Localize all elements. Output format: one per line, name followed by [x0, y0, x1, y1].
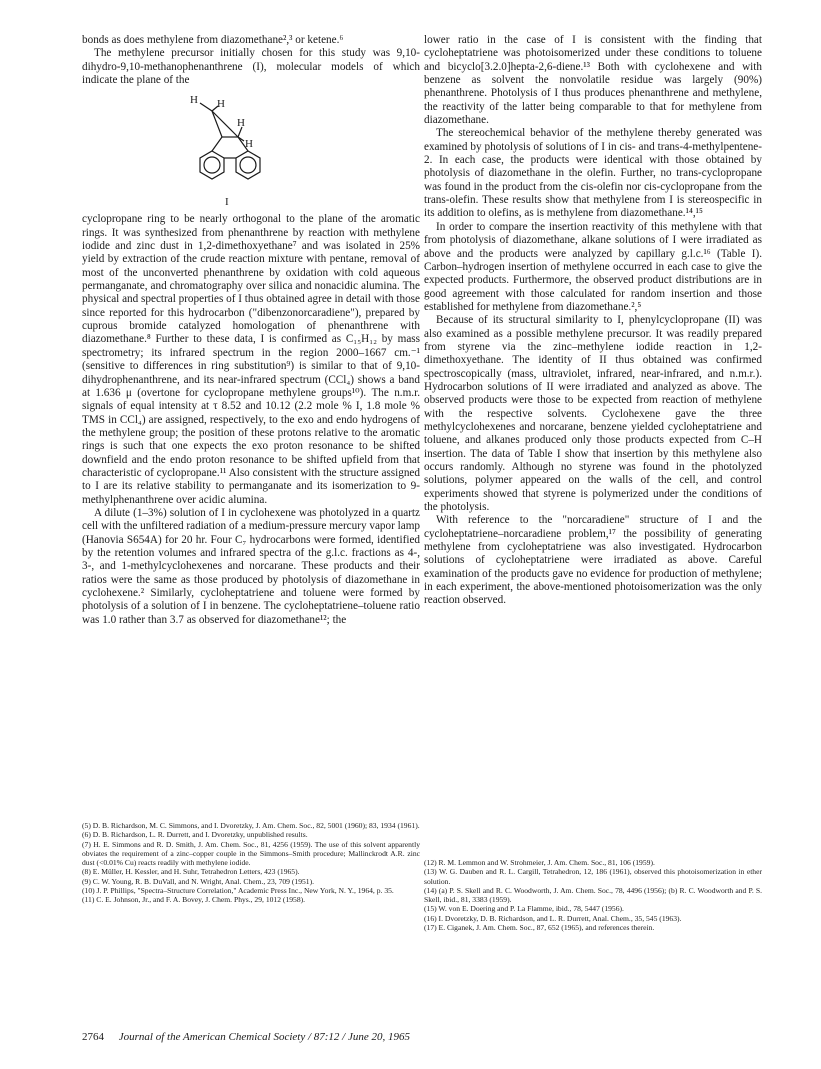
methanophenanthrene-structure: [182, 89, 322, 211]
reference-item: (13) W. G. Dauben and R. L. Cargill, Tetrahedron, 12, 186 (1961), observed this photoisomerization in ether solution.: [424, 867, 762, 886]
reference-item: (11) C. E. Johnson, Jr., and F. A. Bovey, J. Chem. Phys., 29, 1012 (1958).: [82, 895, 306, 905]
reference-item: (17) E. Ciganek, J. Am. Chem. Soc., 87, 652 (1965), and references therein.: [424, 923, 655, 933]
right-column: [424, 34, 762, 608]
reference-item: (14) (a) P. S. Skell and R. C. Woodworth, J. Am. Chem. Soc., 78, 4496 (1956); (b) R. C. Woodworth and P. S. Skell, ibid., 81, 3383 (1959).: [424, 885, 762, 905]
paragraph: lower ratio in the case of I is consistent with the finding that cycloheptatriene was photoisomerized under these conditions to toluene and bicyclo[3.2.0]hepta-2,6-diene.¹³ Both with cyclohexene and with benzene as solvent the nonvolatile residue was largely (90%) phenanthrene. Photolysis of I thus produces phenanthrene and methylene, the reactivity of the latter being comparable to that for methylene from diazomethane.: [424, 34, 762, 127]
reference-item: (15) W. von E. Doering and P. La Flamme, ibid., 78, 5447 (1956).: [424, 904, 624, 914]
reference-item: (7) H. E. Simmons and R. D. Smith, J. Am. Chem. Soc., 81, 4256 (1959). The use of this solvent apparently obviates the requirement of a zinc–copper couple in the Simmons–Smith procedure; Mallinckrodt A.R. zinc dust (<0.01% Cu) reacts readily with methylene iodide.: [82, 839, 420, 868]
paragraph: bonds as does methylene from diazomethane²,³ or ketene.⁶: [82, 34, 344, 46]
paragraph: Because of its structural similarity to I, phenylcyclopropane (II) was also examined as a possible methylene precursor. It was readily prepared from styrene via the zinc–methylene iodide reaction in 1,2-dimethoxyethane. The identity of II thus obtained was confirmed spectroscopically (mass, ultraviolet, infrared, near-infrared, and n.m.r.). Hydrocarbon solutions of II were irradiated and analyzed as above. The observed products were those to be expected from reaction of methylene with the respective solvents. Cyclohexene gave the three methylcyclohexenes and norcarane, benzene yielded cycloheptatriene and toluene, and alkanes produced only those products expected from C–H insertion. The data of Table I show that insertion by this methylene also occurs randomly. Although no styrene was found in the photolyzed solutions, polymer appeared on the walls of the cell, and control experiments showed that styrene is polymerized under the conditions of the photolysis.: [424, 314, 762, 514]
reference-item: (10) J. P. Phillips, "Spectra–Structure Correlation," Academic Press Inc., New York, N. Y., 1964, p. 35.: [82, 886, 394, 896]
reference-item: (12) R. M. Lemmon and W. Strohmeier, J. Am. Chem. Soc., 81, 106 (1959).: [424, 858, 655, 867]
reference-item: (8) E. Müller, H. Kessler, and H. Suhr, Tetrahedron Letters, 423 (1965).: [82, 867, 300, 877]
atom-label-h: H: [190, 94, 198, 107]
left-column: [82, 34, 420, 627]
paragraph: The stereochemical behavior of the methylene thereby generated was examined by photolysis of solutions of I in cis- and trans-4-methylpentene-2. In each case, the products were identical with those obtained by photolysis of diazomethane in the olefin. Further, no trans-cyclopropane was found in the product from the cis-olefin nor cis-cyclopropane from the trans-olefin. These results show that methylene from I is stereospecific in its addition to olefins, as is methylene from diazomethane.¹⁴,¹⁵: [424, 127, 762, 220]
paragraph: The methylene precursor initially chosen for this study was 9,10-dihydro-9,10-methanophenanthrene (I), molecular models of which indicate the plane of the: [82, 47, 420, 87]
structure-figure: [82, 89, 420, 211]
atom-label-h: H: [217, 98, 225, 111]
journal-citation: Journal of the American Chemical Society / 87:12 / June 20, 1965: [118, 1031, 410, 1043]
paragraph: With reference to the "norcaradiene" structure of I and the cycloheptatriene–norcaradiene problem,¹⁷ the possibility of generating methylene from cycloheptatriene was also investigated. Hydrocarbon solutions of cycloheptatriene were irradiated as above. Careful examination of the products gave no evidence for production of methylene; in each experiment, the above-mentioned photoisomerization was the only reaction observed.: [424, 514, 762, 607]
paragraph: A dilute (1–3%) solution of I in cyclohexene was photolyzed in a quartz cell with the unfiltered radiation of a medium-pressure mercury vapor lamp (Hanovia S654A) for 20 hr. Four C₇ hydrocarbons were formed, identified by the retention volumes and infrared spectra of the g.l.c. fractions as 4-, 3-, and 1-methylcyclohexenes and norcarane. These products and their ratios were the same as those produced by photolysis of diazomethane in cyclohexene.² Similarly, cycloheptatriene and toluene were formed by photolysis of a solution of I in benzene. The cycloheptatriene–toluene ratio was 1.0 rather than 3.7 as observed for diazomethane¹²; the: [82, 506, 420, 626]
figure-label: I: [225, 196, 229, 209]
references-left: [82, 821, 420, 905]
atom-label-h: H: [245, 138, 253, 151]
atom-label-h: H: [237, 117, 245, 130]
reference-item: (16) I. Dvoretzky, D. B. Richardson, and L. R. Durrett, Anal. Chem., 35, 545 (1963).: [424, 913, 682, 923]
reference-item: (5) D. B. Richardson, M. C. Simmons, and I. Dvoretzky, J. Am. Chem. Soc., 82, 5001 (1960); 83, 1934 (1961).: [82, 821, 420, 830]
paragraph: cyclopropane ring to be nearly orthogonal to the plane of the aromatic rings. It was synthesized from phenanthrene by reaction with methylene iodide and zinc dust in 1,2-dimethoxyethane⁷ and was isolated in 25% yield by extraction of the crude reaction mixture with pentane, removal of most of the unconverted phenanthrene by oxidation with cold aqueous permanganate, and chromatography over silica and nonacidic alumina. The physical and spectral properties of I thus obtained agree in detail with those since reported for this hydrocarbon ("dibenzonorcaradiene"), prepared by cuprous bromide catalyzed homologation of phenanthrene with diazomethane.⁸ Further to these data, I is confirmed as C₁₅H₁₂ by mass spectrometry; its infrared spectrum in the region 2000–1667 cm.⁻¹ (sensitive to differences in ring substitution⁹) is similar to that of 9,10-dihydrophenanthrene, and its near-infrared spectrum (CCl₄) shows a band at 1.636 μ (overtone for cyclopropane methylene groups¹⁰). The n.m.r. signals of equal intensity at τ 8.52 and 10.12 (2.2 mole % I, 1.8 mole % TMS in CCl₄) are assigned, respectively, to the exo and endo hydrogens of the methylene group; the position of these protons relative to the aromatic rings is such that one expects the exo proton resonance to be shifted downfield and the endo proton resonance to be shifted upfield from that characteristic of cyclopropane.¹¹ Also consistent with the structure assigned to I are its relative stability to permanganate and its isomerization to 9-methylphenanthrene over acidic alumina.: [82, 213, 421, 506]
reference-item: (9) C. W. Young, R. B. DuVall, and N. Wright, Anal. Chem., 23, 709 (1951).: [82, 876, 315, 886]
page-footer: [82, 1031, 410, 1043]
references-right: [424, 858, 762, 932]
reference-item: (6) D. B. Richardson, L. R. Durrett, and I. Dvoretzky, unpublished results.: [82, 830, 308, 840]
paragraph: In order to compare the insertion reactivity of this methylene with that from photolysis of diazomethane, alkane solutions of I were irradiated as above and the products were analyzed by capillary g.l.c.¹⁶ (Table I). Carbon–hydrogen insertion of methylene occurred in each case to give the expected products. Furthermore, the observed product distributions are in good agreement with those calculated for random insertion and those established for methylene from diazomethane.²,⁵: [424, 220, 762, 313]
page-number: 2764: [82, 1031, 104, 1043]
